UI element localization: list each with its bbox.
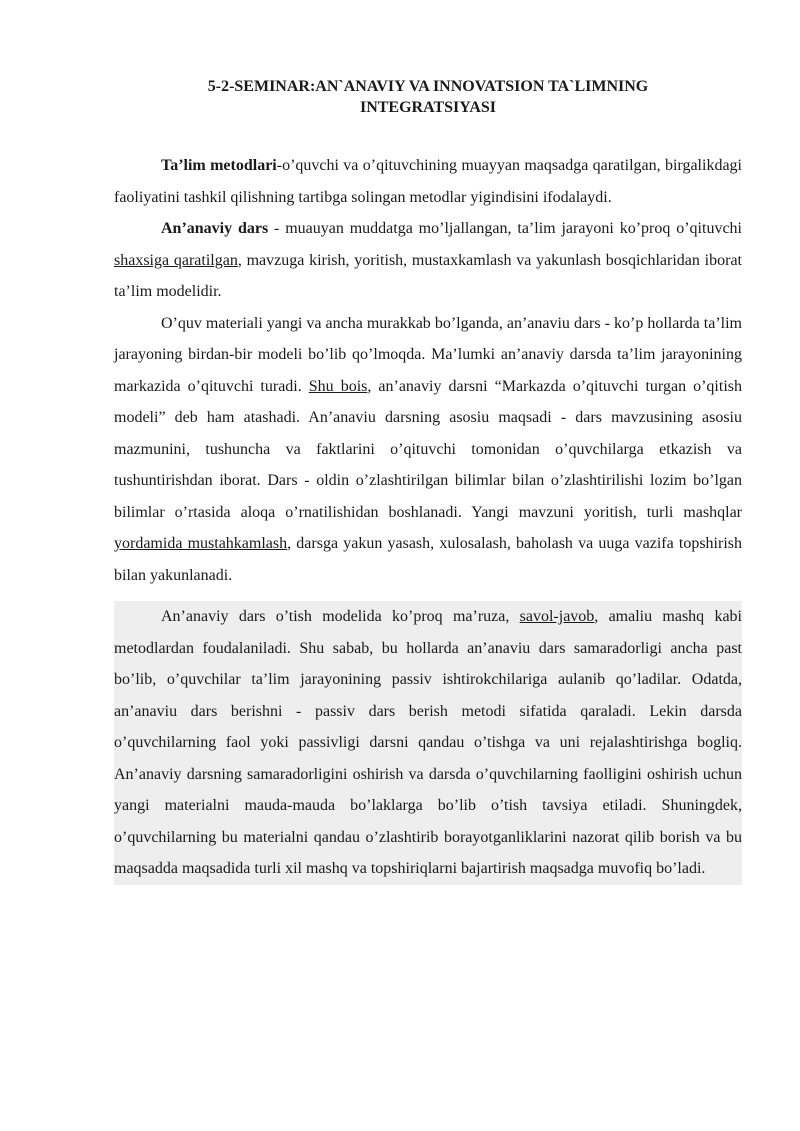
term-traditional-lesson: An’anaviy dars	[161, 220, 269, 237]
term-teaching-methods: Ta’lim metodlari	[161, 157, 277, 174]
paragraph-text: O’quv materiali yangi va ancha murakkab bo’lganda, an’anaviu dars - ko’p hollarda ta’lim jarayoning birdan-bir modeli bo’lib qo’lmoqda. Ma’lumki an’anaviy darsda ta’lim jarayonining markazida o’qituvchi turadi.	[114, 314, 742, 395]
paragraph-text: , darsga yakun yasash, xulosalash, baholash va uuga vazifa topshirish bilan yakunlanadi.	[114, 535, 742, 584]
paragraph-traditional-lesson	[114, 213, 742, 308]
underlined-phrase: yordamida mustahkamlash	[114, 535, 288, 552]
paragraph-text: -o’quvchi va o’qituvchining muayyan maqsadga qaratilgan, birgalikdagi faoliyatini tashkil qilishning tartibga solingan metodlar yigindisini ifodalaydi.	[114, 157, 742, 206]
paragraph-spacer	[114, 591, 742, 601]
document-page	[114, 76, 742, 885]
paragraph-text: , amaliu mashq kabi metodlardan foudalaniladi. Shu sabab, bu hollarda an’anaviu dars samaradorligi ancha past bo’lib, o’quvchilar ta’lim jarayonining passiv ishtirokchilariga aulanib qo’ladilar. Odatda, an’anaviu dars berishni - passiv dars berish metodi sifatida qaraladi. Lekin darsda o’quvchilarning faol yoki passivligi darsni qandau o’tishga va uni rejalashtirishga bogliq. An’anaviy darsning samaradorligini oshirish va darsda o’quvchilarning faolligini oshirish uchun yangi materialni mauda-mauda bo’laklarga bo’lib o’tish tavsiya etiladi. Shuningdek, o’quvchilarning bu materialni qandau o’zlashtirib borayotganliklarini nazorat qilib borish va bu maqsadda maqsadida turli xil mashq va topshiriqlarni bajartirish maqsadga muvofiq bo’ladi.	[114, 608, 742, 877]
paragraph-text: , an’anaviy darsni “Markazda o’qituvchi turgan o’qitish modeli” deb ham atashadi. An’anaviu darsning asosiu maqsadi - dars mavzusining asosiu mazmunini, tushuncha va faktlarini o’qituvchi tomonidan o’quvchilarga etkazish va tushuntirishdan iborat. Dars - oldin o’zlashtirilgan bilimlar bilan o’zlashtirilishi lozim bo’lgan bilimlar o’rtasida aloqa o’rnatilishidan boshlanadi. Yangi mavzuni yoritish, turli mashqlar	[114, 377, 742, 521]
underlined-phrase: shaxsiga qaratilgan	[114, 251, 238, 269]
paragraph-teaching-methods	[114, 150, 742, 213]
page-title: 5-2-SEMINAR:AN`ANAVIY VA INNOVATSION TA`LIMNING INTEGRATSIYASI	[207, 78, 649, 116]
paragraph-text: An’anaviy dars o’tish modelida ko’proq ma’ruza,	[161, 608, 520, 625]
paragraph-text: , mavzuga kirish, yoritish, mustaxkamlash va yakunlash bosqichlaridan iborat ta’lim modelidir.	[114, 251, 742, 300]
paragraph-lesson-model	[114, 601, 742, 885]
paragraph-study-material	[114, 308, 742, 592]
underlined-phrase: savol-javob	[519, 608, 595, 625]
paragraph-text: - muauyan muddatga mo’ljallangan, ta’lim jarayoni ko’proq o’qituvchi	[268, 220, 742, 237]
underlined-phrase: Shu bois	[308, 377, 368, 395]
